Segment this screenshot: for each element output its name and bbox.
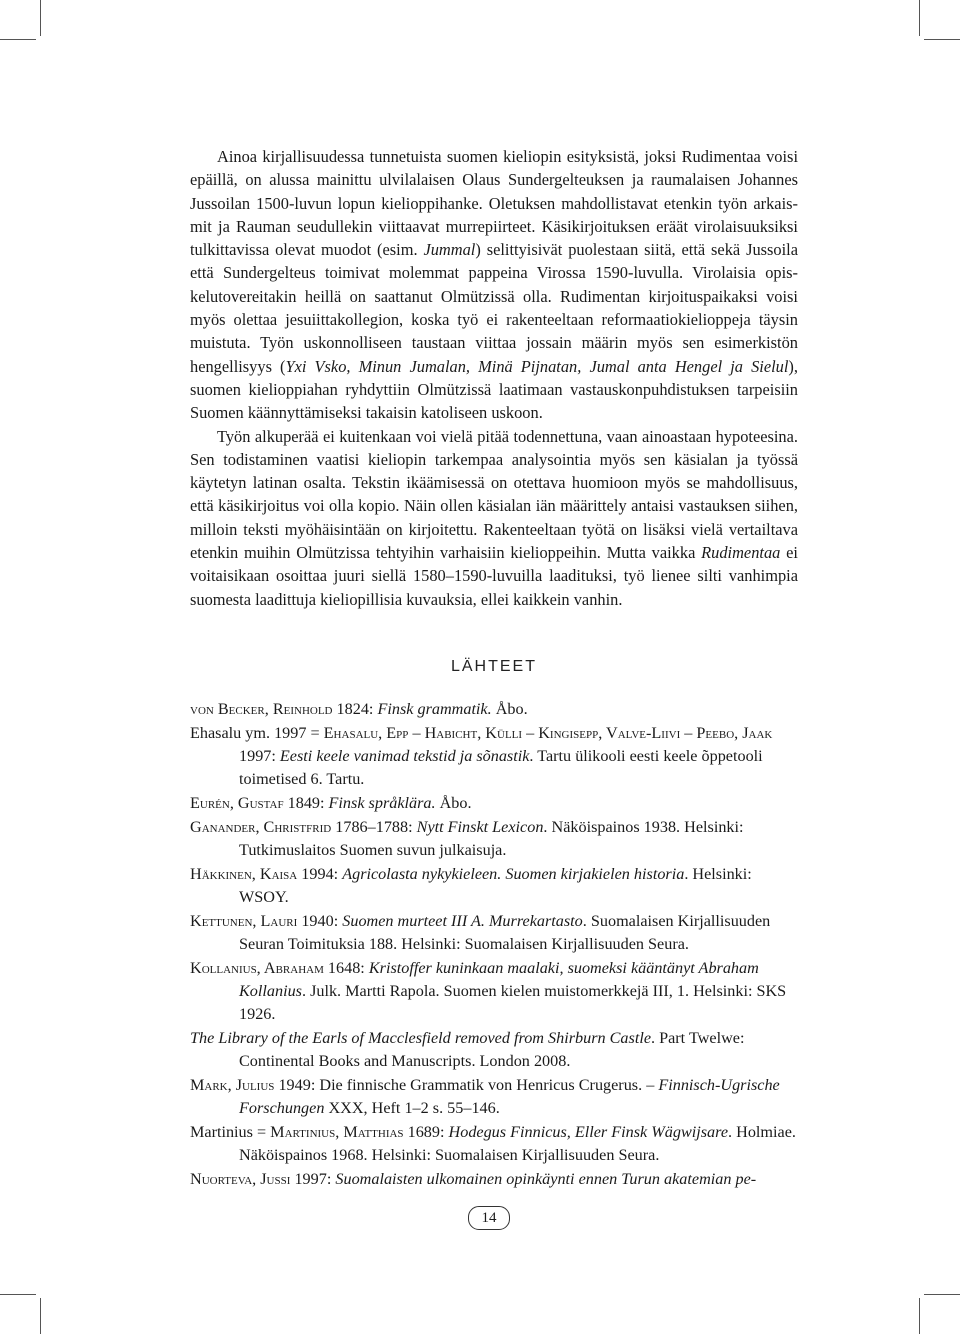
reference-segment: von Becker, Reinhold [190,699,333,718]
reference-segment: 1786–1788: [331,817,417,836]
body-paragraph-segment: Ainoa kirjallisuudessa tunnetuista suomen kieliopin esityksistä, joksi Rudimentaa voisi epäillä, on alussa mainittu ulvilalaisen Olaus Sundergelteuksen ja raumalaisen Johannes Jussoilan 1500-luvun lopun kielioppihanke. Oletuksen mahdollistavat etenkin työn arkaismit ja Rauman seudullekin viittaavat murrepiirteet. Käsikirjoituksen eräät virolaisuuksiksi tulkittavissa olevat muodot (esim. [190,147,798,260]
crop-mark-bottom-left-h [0,1294,36,1295]
body-paragraph [190,145,798,425]
reference-segment: . Part Twelwe: Continental Books and Manuscripts. London 2008. [239,1028,745,1071]
reference-segment: Åbo. [435,793,472,812]
body-paragraph-segment: ei voitaisikaan osoittaa juuri siellä 1580–1590-luvuilla laadituksi, työ lienee silti vanhimpia suomesta laadittuja kieliopillisia kuvauksia, ellei kaikkein vanhin. [190,543,798,609]
crop-mark-top-right [919,0,920,36]
crop-mark-bottom-right [919,1298,920,1334]
reference-entry [190,957,798,1027]
reference-entry [190,1121,798,1167]
section-heading: LÄHTEET [450,657,537,675]
reference-entry [190,1027,798,1073]
reference-segment: Hodegus Finnicus, Eller Finsk Wägwijsare [448,1122,729,1141]
reference-segment: Kristoffer kuninkaan maalaki, suomeksi kääntänyt Abraham Kollanius [239,958,759,1000]
reference-segment: Eesti keele vanimad tekstid ja sõnastik [279,746,530,765]
body-paragraph-segment: Yxi Vsko, Minun Jumalan, Minä Pijnatan, Jumal anta Hengel ja Sielul [285,356,789,376]
reference-entry [190,863,798,909]
reference-segment: – [522,723,539,742]
reference-segment: Åbo. [491,699,528,718]
reference-segment: Agricolasta nykykieleen. Suomen kirjakielen historia [342,864,685,883]
reference-segment: Martinius = [190,1122,271,1141]
reference-segment: The Library of the Earls of Macclesfield removed from Shirburn Castle [190,1028,652,1047]
body-paragraph-segment: Työn alkuperää ei kuitenkaan voi vielä pitää todennettuna, vaan ainoastaan hypoteesina. Sen todistaminen vaatisi kieliopin tarkempaa analysointia myös sen käsialan ja työssä käytetyn latinan osalta. Tekstin ikäämisessä on otettava huomioon myös se mahdollisuus, että käsikirjoitus voi olla kopio. Näin ollen käsialan iän määrittely antaisi vastauksen siihen, milloin teksti myöhäisintään on kirjoitettu. Rakenteeltaan työtä on lisäksi vielä vertailtava etenkin muihin Olmützissa tehtyihin varhaisiin kielioppeihin. Mutta vaikka [190,426,798,563]
reference-segment: Finnisch-Ugrische Forschungen [239,1075,780,1118]
reference-segment: . Näköispainos 1938. Helsinki: Tutkimuslaitos Suomen suvun julkaisuja. [239,817,744,859]
reference-entry [190,1074,798,1120]
reference-segment: 1824: [332,699,378,718]
reference-segment: Häkkinen, Kaisa [190,864,298,883]
reference-segment: Ehasalu ym. 1997 = [190,723,324,742]
reference-segment: Suomen murteet III A. Murrekartasto [342,911,583,930]
reference-segment: . Holmiae. Näköispainos 1968. Helsinki: Suomalaisen Kirjallisuuden Seura. [239,1122,796,1165]
crop-mark-top-right-h [924,39,960,40]
reference-segment: . Tartu ülikooli eesti keele õppetooli toimetised 6. Tartu. [239,746,763,789]
reference-entry [190,792,798,815]
reference-segment: Ehasalu, Epp [323,723,409,742]
reference-segment: Finsk språklära. [328,793,436,812]
reference-segment: Finsk grammatik. [377,699,492,718]
reference-segment: Kingisepp, Valve-Liivi [538,723,681,742]
reference-entry [190,1168,798,1191]
reference-segment: Nytt Finskt Lexicon [416,817,544,836]
reference-segment: – [680,723,697,742]
reference-segment: 1949: Die finnische Grammatik von Henricus Crugerus. – [274,1075,659,1094]
reference-entry [190,816,798,862]
crop-mark-bottom-left [40,1298,41,1334]
crop-mark-top-left-h [0,39,36,40]
reference-entry [190,698,798,721]
reference-segment: XXX, Heft 1–2 s. 55–146. [324,1099,500,1118]
body-paragraph-segment: ) selittyisivät puolestaan siitä, että sekä Jussoila että Sundergelteus toimivat molemmat pappeina Virossa 1590-luvulla. Virolaisia opiskelutovereitakin heillä on saattanut Olmützissä olla. Rudimentan kirjoituspaikaksi voisi myös olettaa jesuiittakollegion, koska työ ei rakenteeltaan reformaatiokielioppeja täysin muistuta. Työn uskonnolliseen taustaan viittaa jossain määrin myös sen esimerkistön hengellisyys ( [190,240,798,376]
crop-mark-top-left [40,0,41,36]
reference-entry [190,910,798,956]
body-paragraph-segment: ), suomen kielioppiahan ryhdyttiin Olmützissä laatimaan vastauskonpuhdistuksen tarpeisiin Suomen käännyttämiseksi takaisin katoliseen uskoon. [190,356,798,423]
reference-list [190,698,798,1191]
page-content [190,145,798,1192]
crop-mark-bottom-right-h [924,1294,960,1295]
reference-segment: 1849: [283,793,329,812]
reference-segment: 1997: [290,1169,336,1188]
reference-segment: 1648: [323,958,369,977]
reference-segment: Kettunen, Lauri [190,911,298,930]
reference-segment: Ganander, Christfrid [190,817,332,836]
reference-segment: Peebo, Jaak [696,723,773,742]
body-paragraph-segment: Jummal [423,240,476,260]
reference-segment: 1689: [403,1122,449,1141]
reference-segment: Suomalaisten ulkomainen opinkäynti ennen Turun akatemian pe- [335,1169,757,1188]
reference-entry [190,722,798,792]
reference-segment: Kollanius, Abraham [190,958,324,977]
body-paragraph-segment: Rudimentaa [701,543,781,563]
page-number: 14 [468,1206,510,1230]
reference-segment: – [408,723,425,742]
reference-segment: Eurén, Gustaf [190,793,284,812]
body-text [190,145,798,611]
reference-segment: Habicht, Külli [424,723,523,742]
reference-segment: . Suomalaisen Kirjallisuuden Seuran Toimituksia 188. Helsinki: Suomalaisen Kirjallisuuden Seura. [239,911,771,953]
reference-segment: . Julk. Martti Rapola. Suomen kielen muistomerkkejä III, 1. Helsinki: SKS 1926. [239,981,787,1024]
reference-segment: 1940: [297,911,343,930]
reference-segment: 1994: [297,864,343,883]
reference-segment: Martinius, Matthias [270,1122,404,1141]
reference-segment: Nuorteva, Jussi [190,1169,291,1188]
body-paragraph [190,425,798,611]
reference-segment: 1997: [239,746,280,765]
reference-segment: Mark, Julius [190,1075,275,1094]
reference-segment: . Helsinki: WSOY. [239,864,752,906]
